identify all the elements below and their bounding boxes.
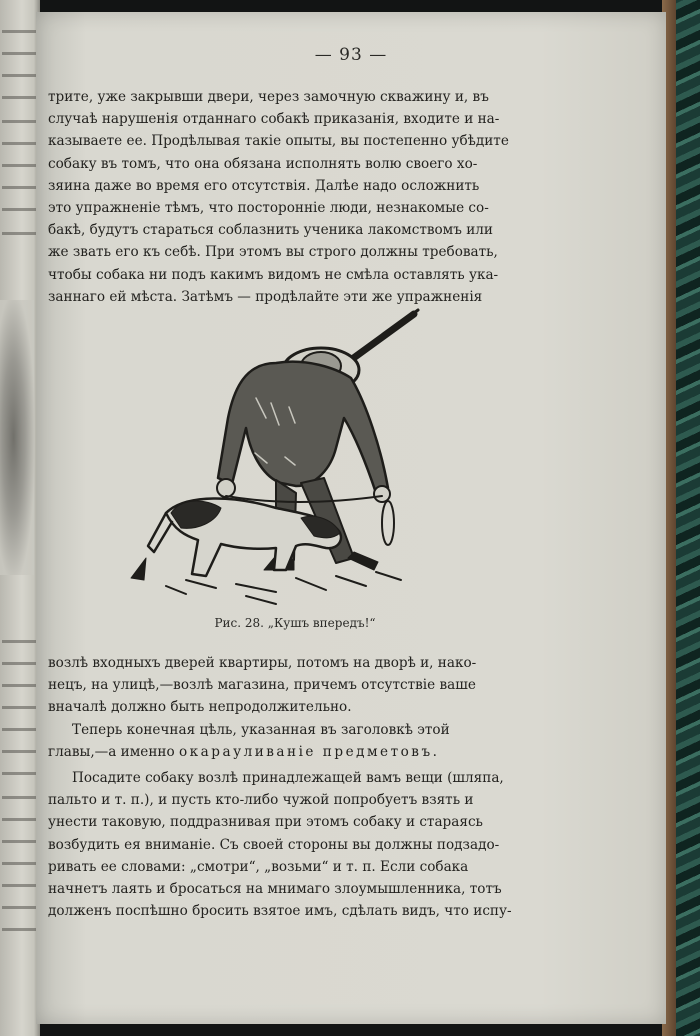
book-page bbox=[36, 12, 666, 1024]
text-line: трите, уже закрывши двери, через замочную скважину и, въ bbox=[48, 89, 489, 105]
text-line: заннаго ей мѣста. Затѣмъ — продѣлайте эти же упражненія bbox=[48, 288, 483, 305]
text-line: долженъ поспѣшно бросить взятое имъ, сдѣлать видъ, что испу- bbox=[48, 903, 512, 920]
emphasized-term: окарауливаніе предметовъ. bbox=[178, 743, 440, 760]
text-line: собаку въ томъ, что она обязана исполнять волю своего хо- bbox=[48, 155, 478, 172]
hunter-with-dog-illustration bbox=[126, 308, 486, 608]
text-line: Теперь конечная цѣль, указанная въ заголовкѣ этой bbox=[72, 721, 450, 738]
text-line: это упражненіе тѣмъ, что посторонніе люди, незнакомые со- bbox=[48, 200, 489, 217]
text-line bbox=[48, 741, 542, 763]
page-number: — 93 — bbox=[314, 45, 388, 65]
text-line: Посадите собаку возлѣ принадлежащей вамъ вещи (шляпа, bbox=[72, 770, 504, 787]
text-span: главы,—а именно bbox=[48, 743, 179, 760]
text-line: унести таковую, поддразнивая при этомъ собаку и стараясь bbox=[48, 814, 483, 831]
text-line: чтобы собака ни подъ какимъ видомъ не смѣла оставлять ука- bbox=[48, 266, 499, 283]
text-line: случаѣ нарушенія отданнаго собакѣ приказанія, входите и на- bbox=[48, 111, 500, 128]
text-line: же звать его къ себѣ. При этомъ вы строго должны требовать, bbox=[48, 244, 498, 261]
left-facing-page bbox=[0, 0, 40, 1036]
text-line: начнетъ лаять и бросаться на мнимаго злоумышленника, тотъ bbox=[48, 881, 502, 898]
paragraph-1 bbox=[48, 86, 542, 308]
text-line: нецъ, на улицѣ,—возлѣ магазина, причемъ отсутствіе ваше bbox=[48, 677, 476, 694]
text-line: возбудить ея вниманіе. Съ своей стороны вы должны подзадо- bbox=[48, 836, 500, 853]
text-line: зяина даже во время его отсутствія. Далѣе надо осложнить bbox=[48, 177, 480, 194]
text-line: вначалѣ должно быть непродолжительно. bbox=[48, 699, 352, 716]
text-line: бакѣ, будутъ стараться соблазнить ученика лакомствомъ или bbox=[48, 222, 493, 239]
paragraph-2 bbox=[48, 652, 542, 922]
figure-caption: Рис. 28. „Кушъ впередъ!“ bbox=[214, 616, 376, 630]
text-line: пальто и т. п.), и пусть кто-либо чужой попробуетъ взять и bbox=[48, 792, 474, 809]
text-line: возлѣ входныхъ дверей квартиры, потомъ на дворѣ и, нако- bbox=[48, 655, 477, 671]
text-line: ривать ее словами: „смотри“, „возьми“ и т. п. Если собака bbox=[48, 858, 469, 875]
text-line: казываете ее. Продѣлывая такіе опыты, вы постепенно убѣдите bbox=[48, 133, 509, 150]
book-marbled-edge bbox=[662, 0, 700, 1036]
